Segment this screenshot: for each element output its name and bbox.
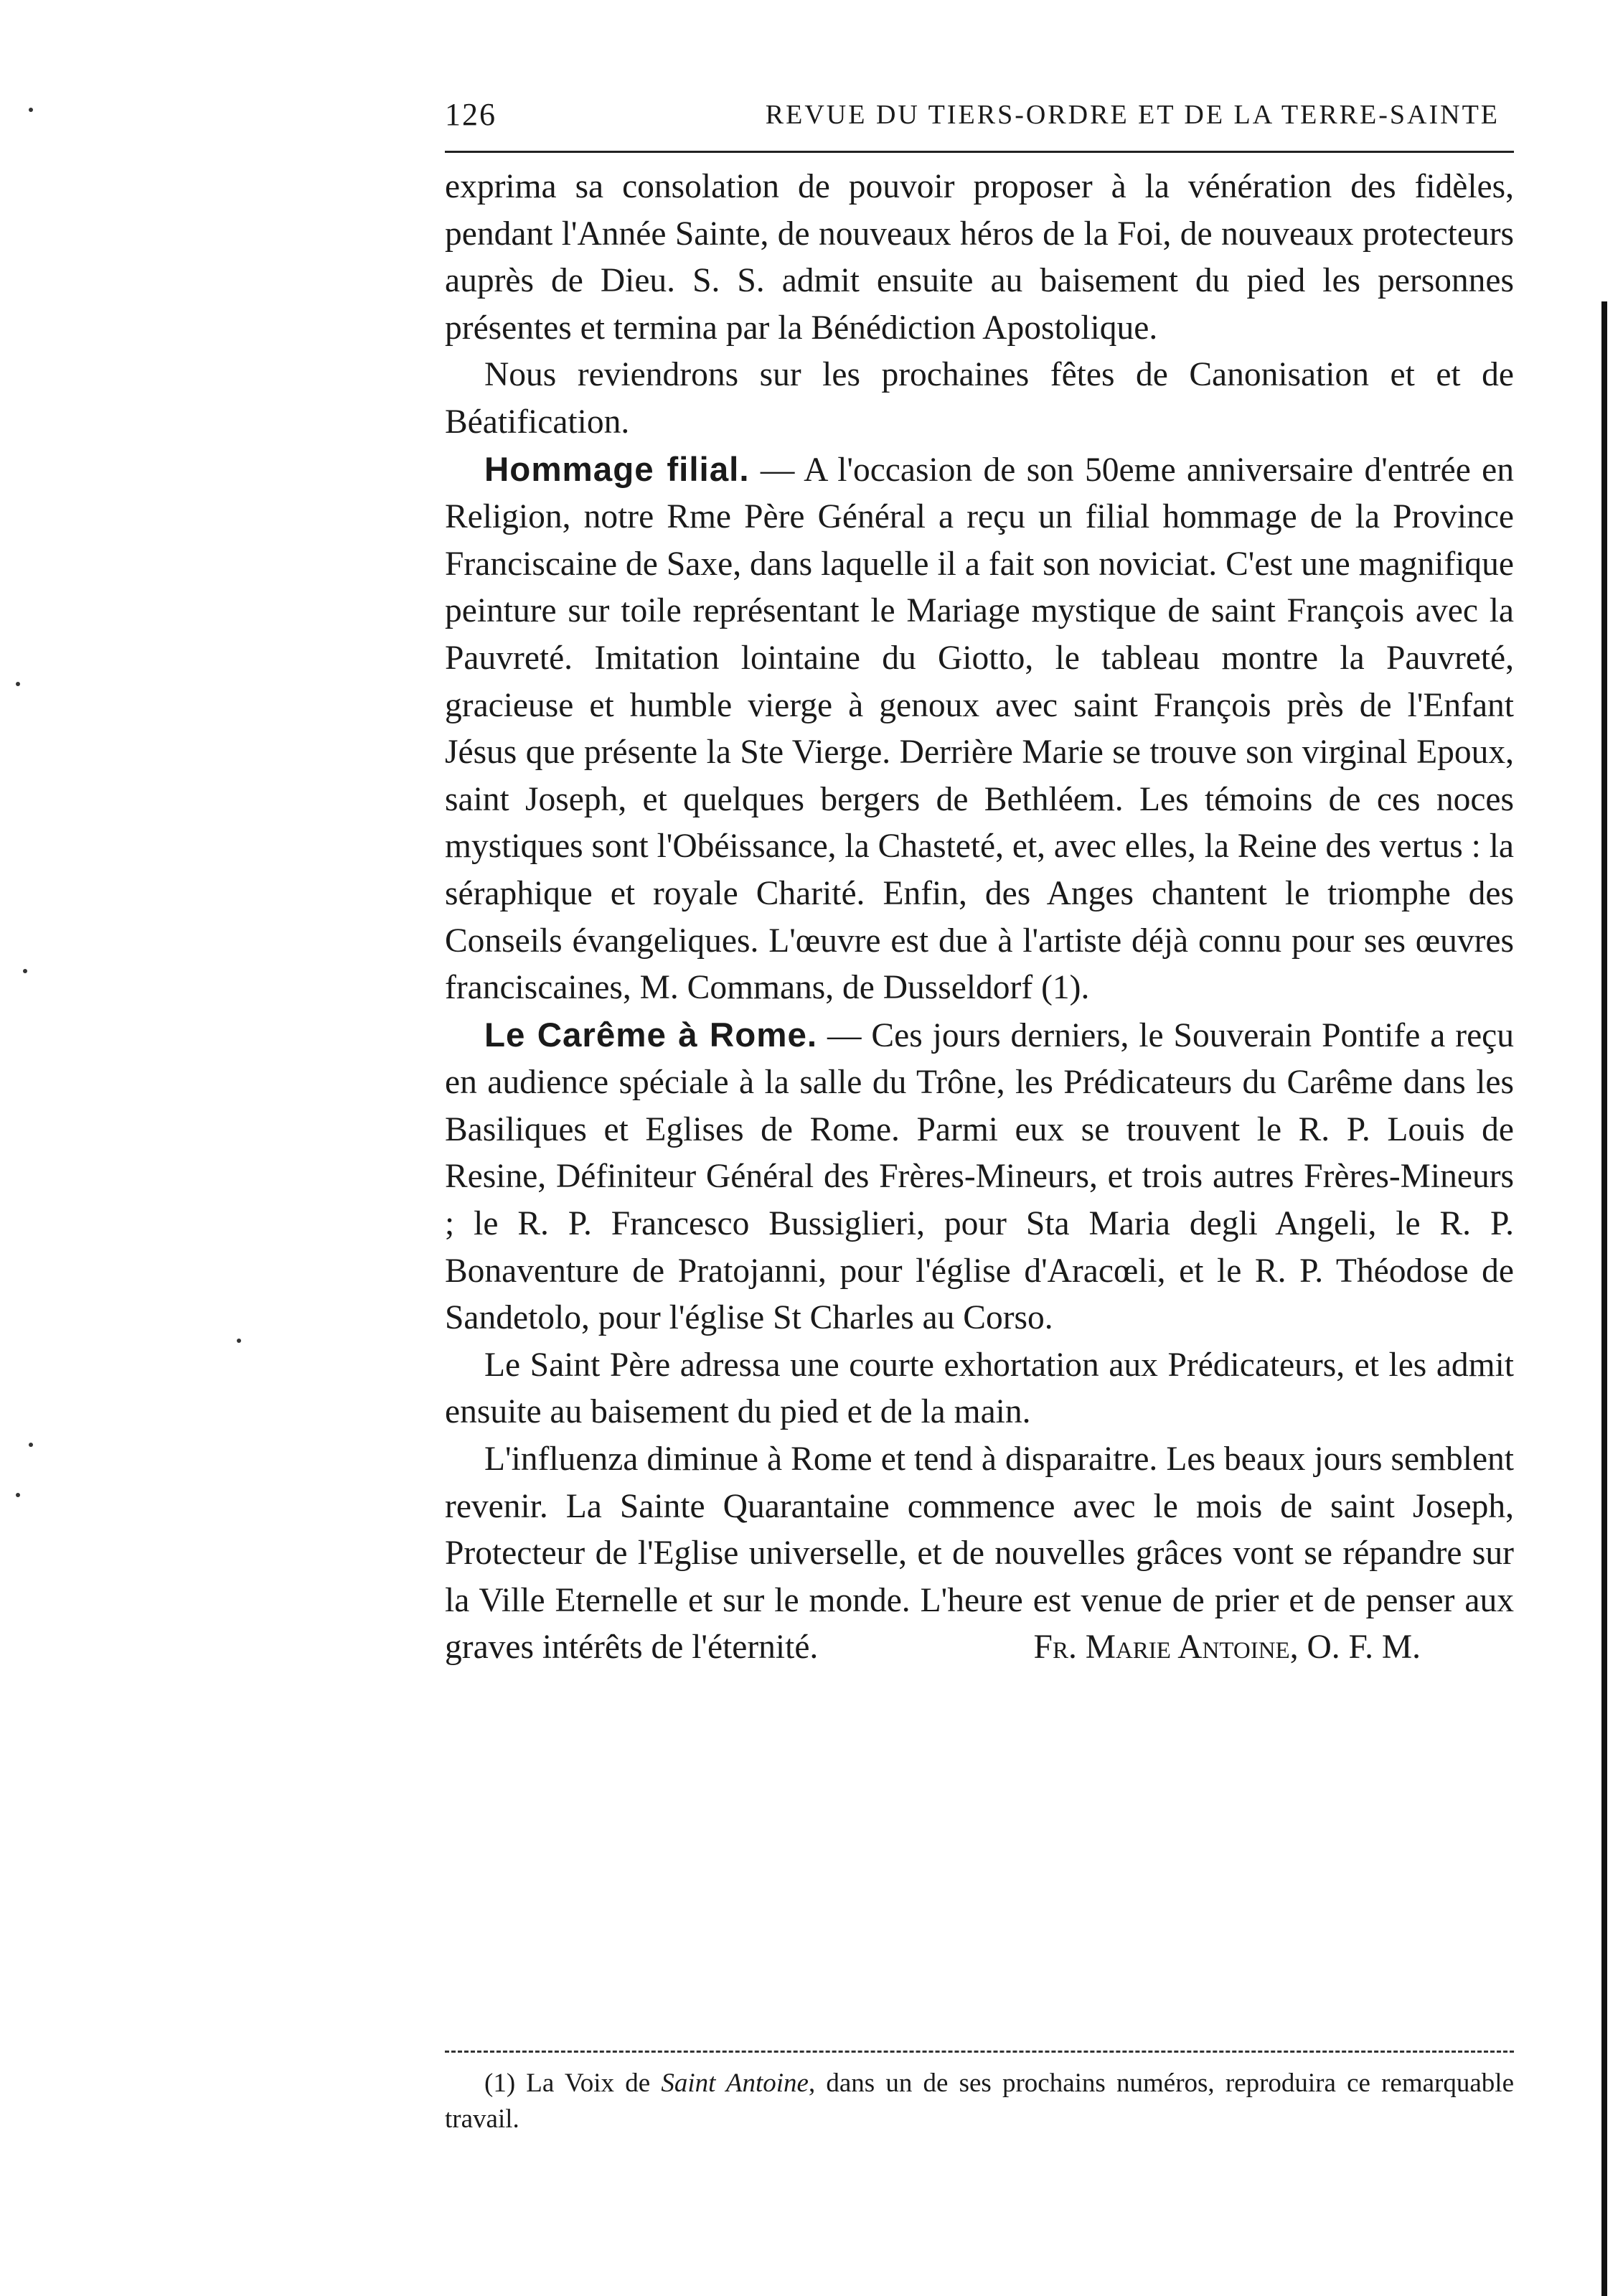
print-speck xyxy=(16,682,20,686)
footnote-marker: (1) La Voix de xyxy=(484,2068,662,2098)
paragraph-continuation: exprima sa consolation de pouvoir proposer à la vénération des fidèles, pendant l'Année Sainte, de nouveaux héros de la Foi, de nouveaux protecteurs auprès de Dieu. S. S. admit ensuite au baisement du pied les personnes présentes et termina par la Bénédiction Apostolique. xyxy=(445,168,1514,347)
footnote-source: Saint Antoine xyxy=(661,2068,809,2098)
paragraph-exhortation: Le Saint Père adressa une courte exhortation aux Prédicateurs, et les admit ensuite au baisement du pied et de la main. xyxy=(445,1346,1514,1431)
footnote-text xyxy=(445,2066,1514,2137)
header-rule xyxy=(445,151,1514,153)
running-title: REVUE DU TIERS-ORDRE ET DE LA TERRE-SAINTE xyxy=(765,100,1500,130)
paragraph-influenza-body: L'influenza diminue à Rome et tend à disparaitre. Les beaux jours semblent revenir. La Sainte Quarantaine commence avec le mois de saint Joseph, Protecteur de l'Eglise universelle, et de nouvelles grâces vont se répandre sur la Ville Eternelle et sur le monde. L'heure est venue de prier et de penser aux graves intérêts de l'éternité. xyxy=(445,1440,1514,1667)
section-heading-hommage: Hommage filial. xyxy=(484,450,750,489)
section-heading-careme: Le Carême à Rome. xyxy=(484,1016,818,1054)
footnote-rule xyxy=(445,2051,1514,2053)
book-page xyxy=(431,72,1521,2239)
page-binding-shadow xyxy=(1601,301,1607,2296)
print-speck xyxy=(237,1339,241,1343)
page-header xyxy=(431,85,1521,142)
paragraph-influenza xyxy=(445,1436,1514,1672)
print-speck xyxy=(16,1493,20,1497)
print-speck xyxy=(29,1443,33,1447)
paragraph-careme xyxy=(445,1012,1514,1342)
signature: Fr. Marie Antoine, O. F. M. xyxy=(1033,1629,1421,1667)
body-text xyxy=(445,164,1514,1672)
print-speck xyxy=(23,969,27,973)
footnote-body: , dans un de ses prochains numéros, reproduira ce remarquable travail. xyxy=(445,2068,1514,2134)
paragraph-hommage xyxy=(445,446,1514,1012)
page-number: 126 xyxy=(445,97,497,132)
paragraph-canonisation: Nous reviendrons sur les prochaines fêtes de Canonisation et et de Béatification. xyxy=(445,356,1514,441)
paragraph-careme-body: — Ces jours derniers, le Souverain Pontife a reçu en audience spéciale à la salle du Trône, les Prédicateurs du Carême dans les Basiliques et Eglises de Rome. Parmi eux se trouvent le R. P. Louis de Resine, Définiteur Général des Frères-Mineurs, et trois autres Frères-Mineurs ; le R. P. Francesco Bussiglieri, pour Sta Maria degli Angeli, le R. P. Bonaventure de Pratojanni, pour l'église d'Aracœli, et le R. P. Théodose de Sandetolo, pour l'église St Charles au Corso. xyxy=(445,1016,1514,1337)
footnote xyxy=(445,2066,1514,2137)
print-speck xyxy=(29,108,33,112)
paragraph-hommage-body: — A l'occasion de son 50eme anniversaire d'entrée en Religion, notre Rme Père Général a reçu un filial hommage de la Province Franciscaine de Saxe, dans laquelle il a fait son noviciat. C'est une magnifique peinture sur toile représentant le Mariage mystique de saint François avec la Pauvreté. Imitation lointaine du Giotto, le tableau montre la Pauvreté, gracieuse et humble vierge à genoux avec saint François près de l'Enfant Jésus que présente la Ste Vierge. Derrière Marie se trouve son virginal Epoux, saint Joseph, et quelques bergers de Bethléem. Les témoins de ces noces mystiques sont l'Obéissance, la Chasteté, et, avec elles, la Reine des vertus : la séraphique et royale Charité. Enfin, des Anges chantent le triomphe des Conseils évangeliques. L'œuvre est due à l'artiste déjà connu pour ses œuvres franciscaines, M. Commans, de Dusseldorf (1). xyxy=(445,451,1514,1007)
